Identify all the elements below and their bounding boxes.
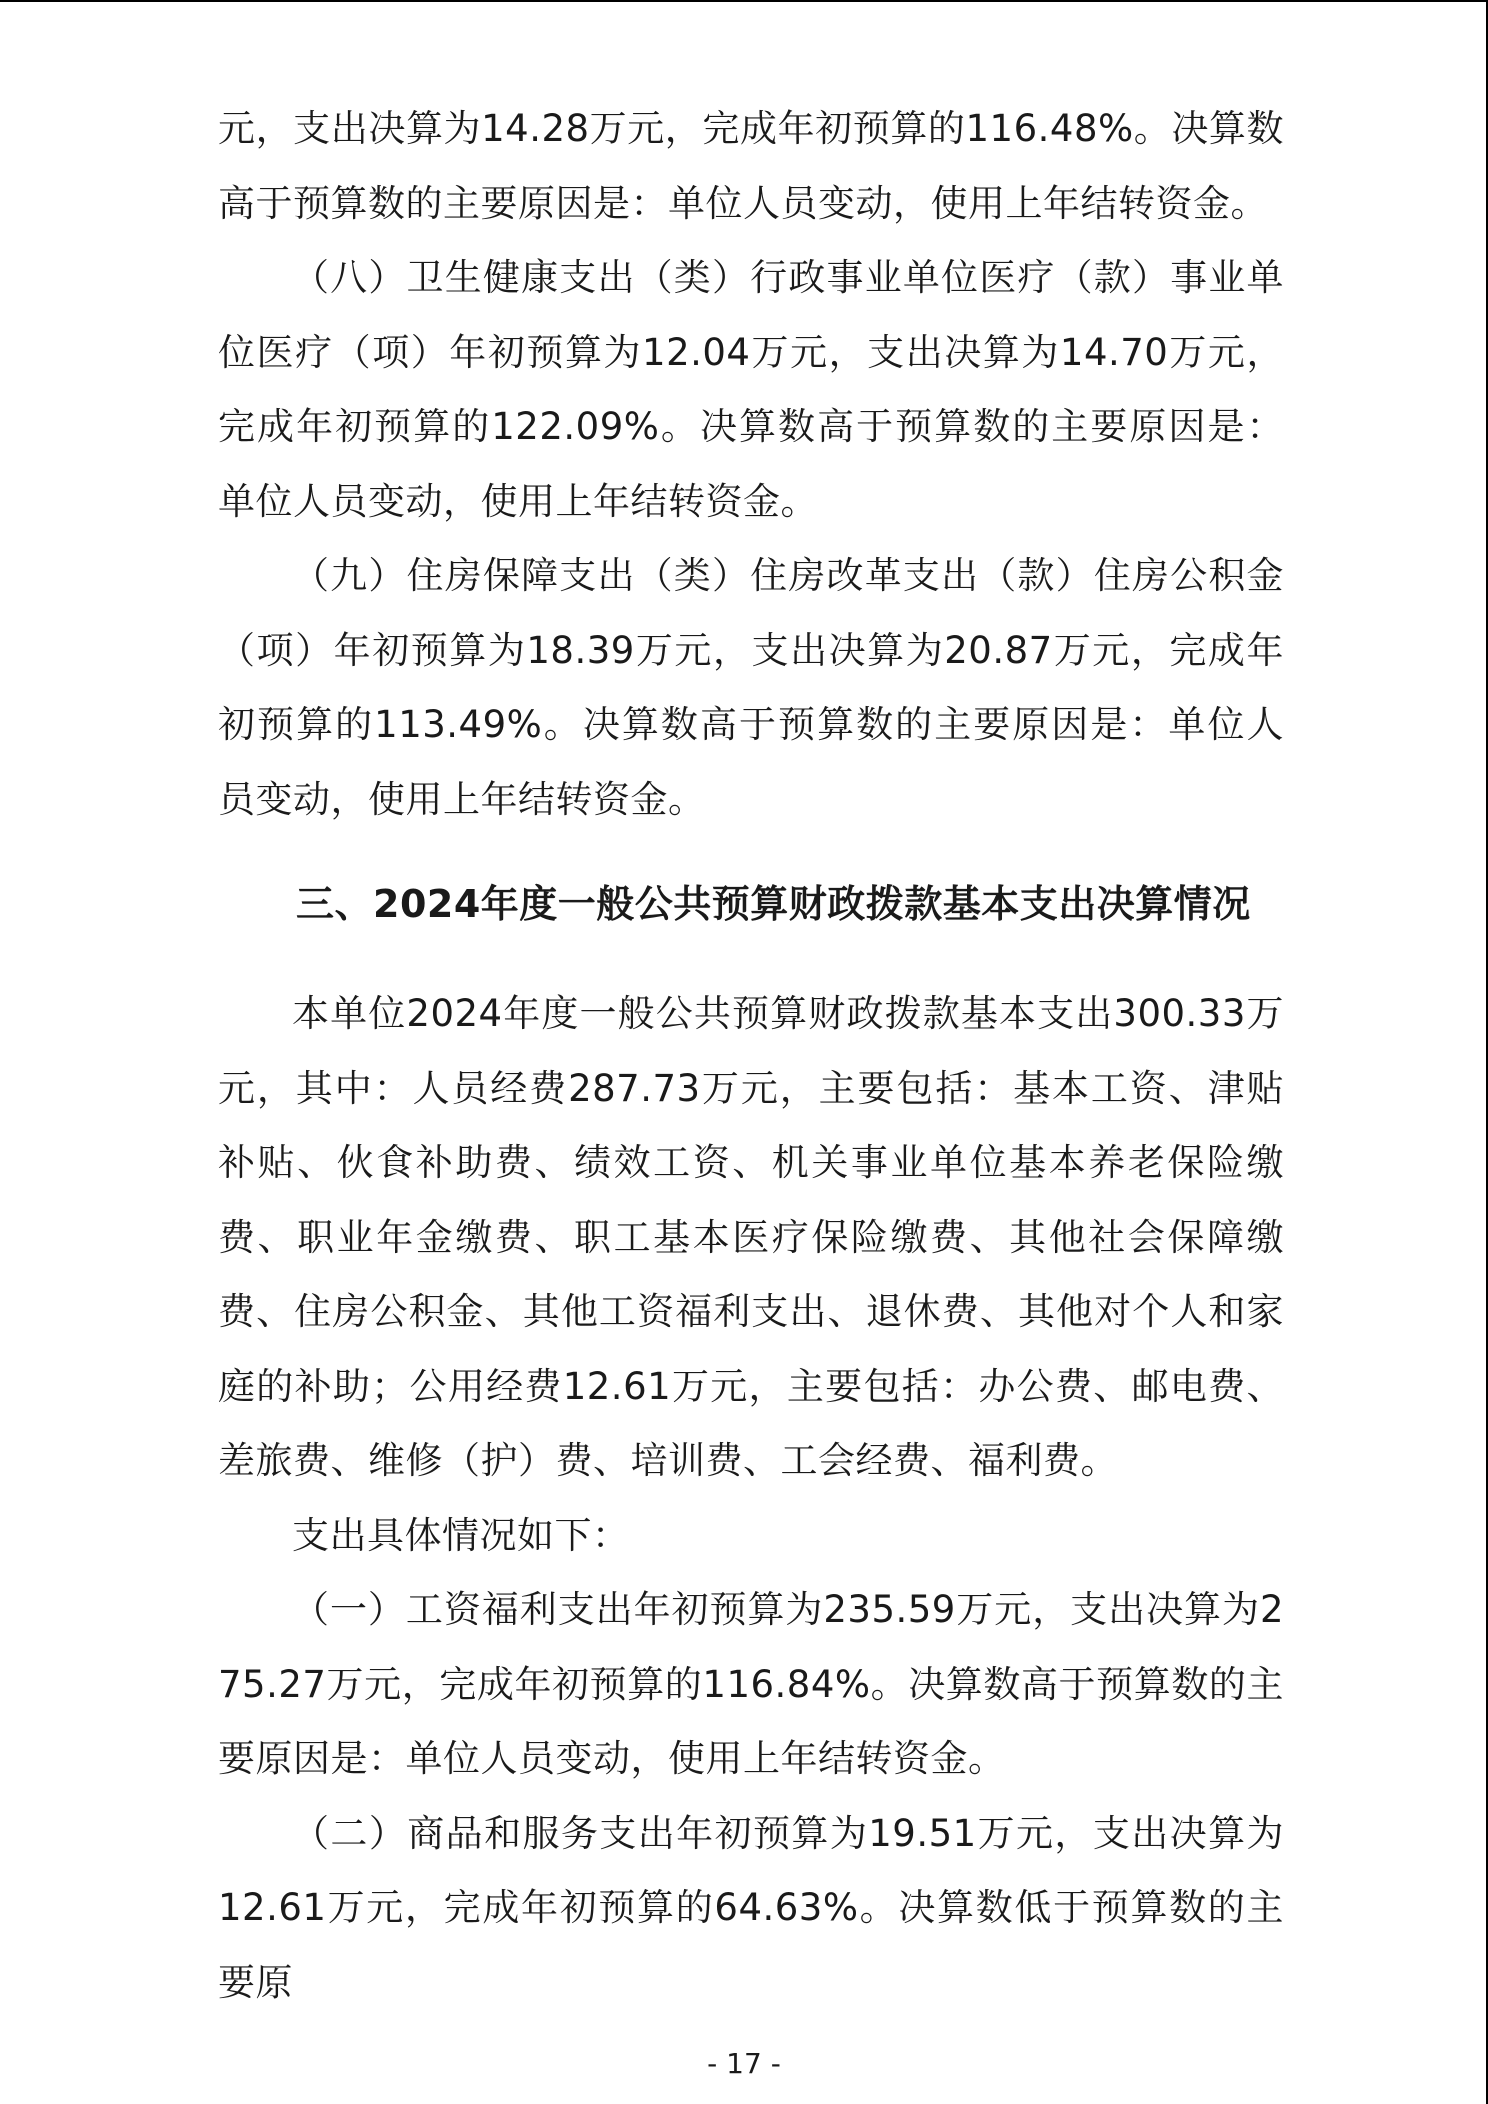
paragraph-item-9-housing: （九）住房保障支出（类）住房改革支出（款）住房公积金（项）年初预算为18.39万元，支出决算为20.87万元，完成年初预算的113.49%。决算数高于预算数的主要原因是：单位人员变动，使用上年结转资金。	[218, 554, 1284, 821]
section-heading: 三、2024年度一般公共预算财政拨款基本支出决算情况	[296, 882, 1251, 926]
paragraph-detail-goods-services: （二）商品和服务支出年初预算为19.51万元，支出决算为12.61万元，完成年初预算的64.63%。决算数低于预算数的主要原	[218, 1811, 1284, 2004]
paragraph-detail-wages: （一）工资福利支出年初预算为235.59万元，支出决算为275.27万元，完成年初预算的116.84%。决算数高于预算数的主要原因是：单位人员变动，使用上年结转资金。	[218, 1588, 1284, 1780]
paragraph-continued: 元，支出决算为14.28万元，完成年初预算的116.48%。决算数高于预算数的主要原因是：单位人员变动，使用上年结转资金。	[218, 107, 1284, 225]
paragraph-details-intro: 支出具体情况如下：	[292, 1513, 630, 1557]
paragraph-item-8-health: （八）卫生健康支出（类）行政事业单位医疗（款）事业单位医疗（项）年初预算为12.04万元，支出决算为14.70万元，完成年初预算的122.09%。决算数高于预算数的主要原因是：单位人员变动，使用上年结转资金。	[218, 256, 1284, 523]
page-top-border	[0, 0, 1488, 2]
paragraph-basic-expenditure: 本单位2024年度一般公共预算财政拨款基本支出300.33万元，其中：人员经费287.73万元，主要包括：基本工资、津贴补贴、伙食补助费、绩效工资、机关事业单位基本养老保险缴费、职业年金缴费、职工基本医疗保险缴费、其他社会保障缴费、住房公积金、其他工资福利支出、退休费、其他对个人和家庭的补助；公用经费12.61万元，主要包括：办公费、邮电费、差旅费、维修（护）费、培训费、工会经费、福利费。	[218, 992, 1284, 1482]
document-page	[218, 92, 1284, 2020]
page-number: - 17 -	[707, 2047, 781, 2080]
